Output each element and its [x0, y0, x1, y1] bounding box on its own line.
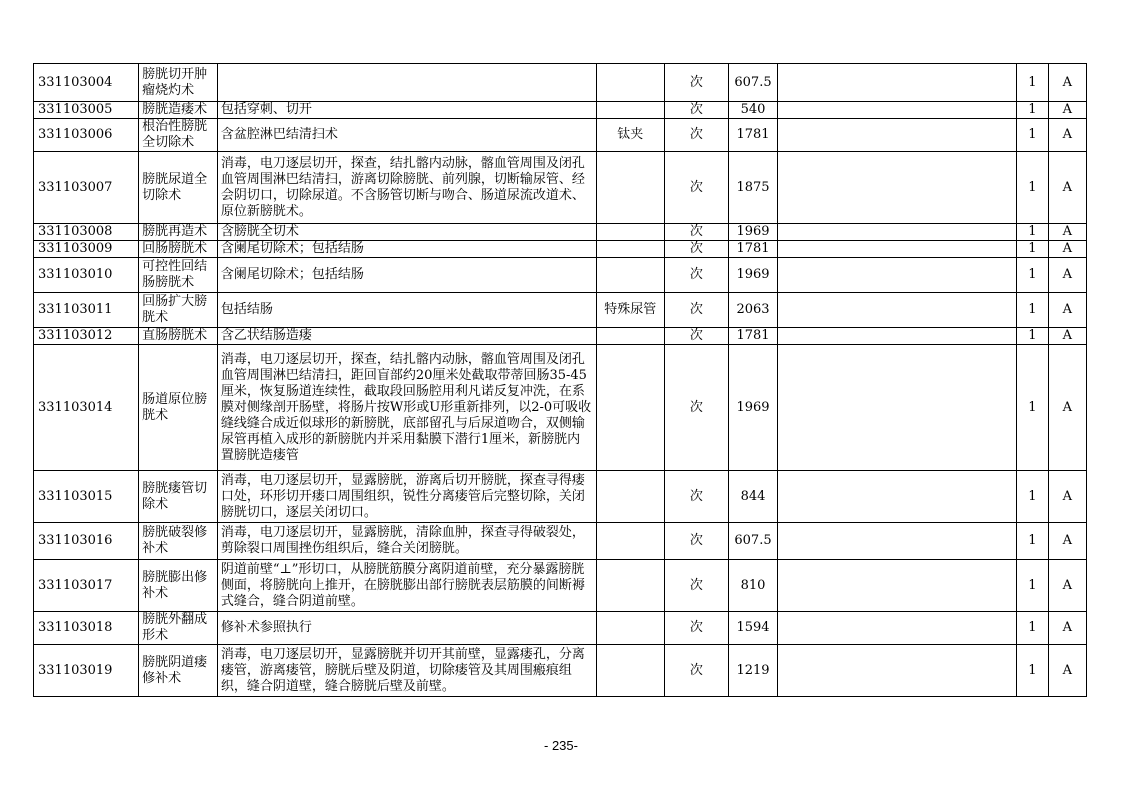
excluded-items-cell	[596, 258, 664, 293]
price-cell: 1781	[729, 119, 778, 152]
item-code-cell: 331103005	[34, 102, 139, 119]
table-row	[34, 471, 1087, 523]
price-cell: 1969	[729, 345, 778, 471]
note-cell	[777, 102, 1017, 119]
level-cell: 1	[1017, 328, 1048, 345]
price-cell: 810	[729, 560, 778, 612]
item-name-cell: 直肠膀胱术	[139, 328, 218, 345]
item-code-cell: 331103012	[34, 328, 139, 345]
page-number: - 235-	[544, 738, 578, 753]
price-cell: 2063	[729, 293, 778, 328]
unit-cell: 次	[664, 258, 729, 293]
table-row	[34, 224, 1087, 241]
excluded-items-cell	[596, 152, 664, 224]
unit-cell: 次	[664, 293, 729, 328]
price-cell: 1781	[729, 241, 778, 258]
category-cell: A	[1048, 64, 1086, 102]
unit-cell: 次	[664, 328, 729, 345]
category-cell: A	[1048, 258, 1086, 293]
excluded-items-cell	[596, 471, 664, 523]
item-code-cell: 331103016	[34, 523, 139, 560]
category-cell: A	[1048, 293, 1086, 328]
item-name-cell: 膀胱膨出修补术	[139, 560, 218, 612]
excluded-items-cell	[596, 645, 664, 697]
table-row	[34, 64, 1087, 102]
note-cell	[777, 560, 1017, 612]
item-content-cell: 包括穿刺、切开	[217, 102, 596, 119]
level-cell: 1	[1017, 345, 1048, 471]
price-cell: 1594	[729, 612, 778, 645]
price-cell: 1969	[729, 224, 778, 241]
table-row	[34, 345, 1087, 471]
note-cell	[777, 258, 1017, 293]
table-row	[34, 293, 1087, 328]
item-name-cell: 膀胱破裂修补术	[139, 523, 218, 560]
note-cell	[777, 293, 1017, 328]
item-code-cell: 331103017	[34, 560, 139, 612]
price-cell: 540	[729, 102, 778, 119]
item-content-cell: 修补术参照执行	[217, 612, 596, 645]
note-cell	[777, 612, 1017, 645]
table-row	[34, 523, 1087, 560]
excluded-items-cell	[596, 241, 664, 258]
price-cell: 1969	[729, 258, 778, 293]
note-cell	[777, 224, 1017, 241]
table-row	[34, 241, 1087, 258]
category-cell: A	[1048, 471, 1086, 523]
level-cell: 1	[1017, 523, 1048, 560]
category-cell: A	[1048, 345, 1086, 471]
unit-cell: 次	[664, 224, 729, 241]
level-cell: 1	[1017, 224, 1048, 241]
price-cell: 1219	[729, 645, 778, 697]
excluded-items-cell: 特殊尿管	[596, 293, 664, 328]
item-content-cell: 含阑尾切除术；包括结肠	[217, 258, 596, 293]
item-content-cell: 含阑尾切除术；包括结肠	[217, 241, 596, 258]
item-name-cell: 膀胱尿道全切除术	[139, 152, 218, 224]
category-cell: A	[1048, 328, 1086, 345]
level-cell: 1	[1017, 102, 1048, 119]
item-name-cell: 膀胱造瘘术	[139, 102, 218, 119]
note-cell	[777, 119, 1017, 152]
item-name-cell: 回肠膀胱术	[139, 241, 218, 258]
level-cell: 1	[1017, 258, 1048, 293]
item-name-cell: 膀胱切开肿瘤烧灼术	[139, 64, 218, 102]
item-content-cell: 阴道前壁“⊥”形切口，从膀胱筋膜分离阴道前壁，充分暴露膀胱侧面，将膀胱向上推开，在膀胱膨出部行膀胱表层筋膜的间断褥式缝合，缝合阴道前壁。	[217, 560, 596, 612]
unit-cell: 次	[664, 645, 729, 697]
level-cell: 1	[1017, 293, 1048, 328]
item-content-cell: 消毒，电刀逐层切开，显露膀胱，清除血肿，探查寻得破裂处，剪除裂口周围挫伤组织后，缝合关闭膀胱。	[217, 523, 596, 560]
item-name-cell: 根治性膀胱全切除术	[139, 119, 218, 152]
item-content-cell: 含盆腔淋巴结清扫术	[217, 119, 596, 152]
unit-cell: 次	[664, 64, 729, 102]
note-cell	[777, 523, 1017, 560]
unit-cell: 次	[664, 102, 729, 119]
category-cell: A	[1048, 612, 1086, 645]
excluded-items-cell	[596, 102, 664, 119]
item-name-cell: 可控性回结肠膀胱术	[139, 258, 218, 293]
item-code-cell: 331103011	[34, 293, 139, 328]
level-cell: 1	[1017, 612, 1048, 645]
item-name-cell: 回肠扩大膀胱术	[139, 293, 218, 328]
level-cell: 1	[1017, 241, 1048, 258]
excluded-items-cell: 钛夹	[596, 119, 664, 152]
category-cell: A	[1048, 119, 1086, 152]
price-cell: 1781	[729, 328, 778, 345]
category-cell: A	[1048, 645, 1086, 697]
category-cell: A	[1048, 523, 1086, 560]
item-code-cell: 331103018	[34, 612, 139, 645]
item-name-cell: 膀胱再造术	[139, 224, 218, 241]
category-cell: A	[1048, 560, 1086, 612]
table-row	[34, 560, 1087, 612]
excluded-items-cell	[596, 612, 664, 645]
item-code-cell: 331103010	[34, 258, 139, 293]
item-name-cell: 膀胱外翻成形术	[139, 612, 218, 645]
item-content-cell: 消毒，电刀逐层切开，探查，结扎髂内动脉，髂血管周围及闭孔血管周围淋巴结清扫，游离切除膀胱、前列腺，切断输尿管、经会阴切口，切除尿道。不含肠管切断与吻合、肠道尿流改道术、原位新膀胱术。	[217, 152, 596, 224]
item-content-cell: 含膀胱全切术	[217, 224, 596, 241]
item-content-cell: 含乙状结肠造瘘	[217, 328, 596, 345]
unit-cell: 次	[664, 471, 729, 523]
excluded-items-cell	[596, 64, 664, 102]
item-name-cell: 膀胱阴道瘘修补术	[139, 645, 218, 697]
note-cell	[777, 471, 1017, 523]
unit-cell: 次	[664, 345, 729, 471]
category-cell: A	[1048, 152, 1086, 224]
item-content-cell: 包括结肠	[217, 293, 596, 328]
unit-cell: 次	[664, 241, 729, 258]
level-cell: 1	[1017, 560, 1048, 612]
note-cell	[777, 152, 1017, 224]
table-row	[34, 612, 1087, 645]
table-row	[34, 102, 1087, 119]
excluded-items-cell	[596, 328, 664, 345]
excluded-items-cell	[596, 224, 664, 241]
table-row	[34, 152, 1087, 224]
item-code-cell: 331103004	[34, 64, 139, 102]
note-cell	[777, 328, 1017, 345]
item-code-cell: 331103006	[34, 119, 139, 152]
note-cell	[777, 241, 1017, 258]
price-cell: 1875	[729, 152, 778, 224]
level-cell: 1	[1017, 471, 1048, 523]
unit-cell: 次	[664, 612, 729, 645]
level-cell: 1	[1017, 64, 1048, 102]
excluded-items-cell	[596, 345, 664, 471]
note-cell	[777, 345, 1017, 471]
category-cell: A	[1048, 224, 1086, 241]
excluded-items-cell	[596, 560, 664, 612]
level-cell: 1	[1017, 152, 1048, 224]
item-code-cell: 331103009	[34, 241, 139, 258]
fee-schedule-table	[33, 63, 1087, 697]
unit-cell: 次	[664, 523, 729, 560]
level-cell: 1	[1017, 645, 1048, 697]
price-cell: 607.5	[729, 523, 778, 560]
item-code-cell: 331103019	[34, 645, 139, 697]
unit-cell: 次	[664, 560, 729, 612]
item-code-cell: 331103008	[34, 224, 139, 241]
price-cell: 607.5	[729, 64, 778, 102]
item-code-cell: 331103007	[34, 152, 139, 224]
table-row	[34, 328, 1087, 345]
item-name-cell: 肠道原位膀胱术	[139, 345, 218, 471]
item-name-cell: 膀胱瘘管切除术	[139, 471, 218, 523]
unit-cell: 次	[664, 119, 729, 152]
table-row	[34, 119, 1087, 152]
table-row	[34, 258, 1087, 293]
table-body	[34, 64, 1087, 697]
item-content-cell: 消毒，电刀逐层切开，探查，结扎髂内动脉，髂血管周围及闭孔血管周围淋巴结清扫，距回盲部约20厘米处截取带蒂回肠35-45厘米，恢复肠道连续性，截取段回肠腔用利凡诺反复冲洗，在系膜对侧缘剖开肠壁，将肠片按W形或U形重新排列，以2-0可吸收缝线缝合成近似球形的新膀胱，底部留孔与后尿道吻合，双侧输尿管再植入成形的新膀胱内并采用黏膜下潜行1厘米，新膀胱内置膀胱造瘘管	[217, 345, 596, 471]
item-content-cell	[217, 64, 596, 102]
excluded-items-cell	[596, 523, 664, 560]
category-cell: A	[1048, 241, 1086, 258]
category-cell: A	[1048, 102, 1086, 119]
note-cell	[777, 645, 1017, 697]
item-content-cell: 消毒，电刀逐层切开，显露膀胱并切开其前壁，显露瘘孔，分离瘘管，游离瘘管，膀胱后壁及阴道，切除瘘管及其周围瘢痕组织，缝合阴道壁，缝合膀胱后壁及前壁。	[217, 645, 596, 697]
table-row	[34, 645, 1087, 697]
price-cell: 844	[729, 471, 778, 523]
item-code-cell: 331103014	[34, 345, 139, 471]
item-content-cell: 消毒，电刀逐层切开，显露膀胱，游离后切开膀胱，探查寻得瘘口处，环形切开瘘口周围组织，锐性分离瘘管后完整切除，关闭膀胱切口，逐层关闭切口。	[217, 471, 596, 523]
note-cell	[777, 64, 1017, 102]
item-code-cell: 331103015	[34, 471, 139, 523]
unit-cell: 次	[664, 152, 729, 224]
level-cell: 1	[1017, 119, 1048, 152]
